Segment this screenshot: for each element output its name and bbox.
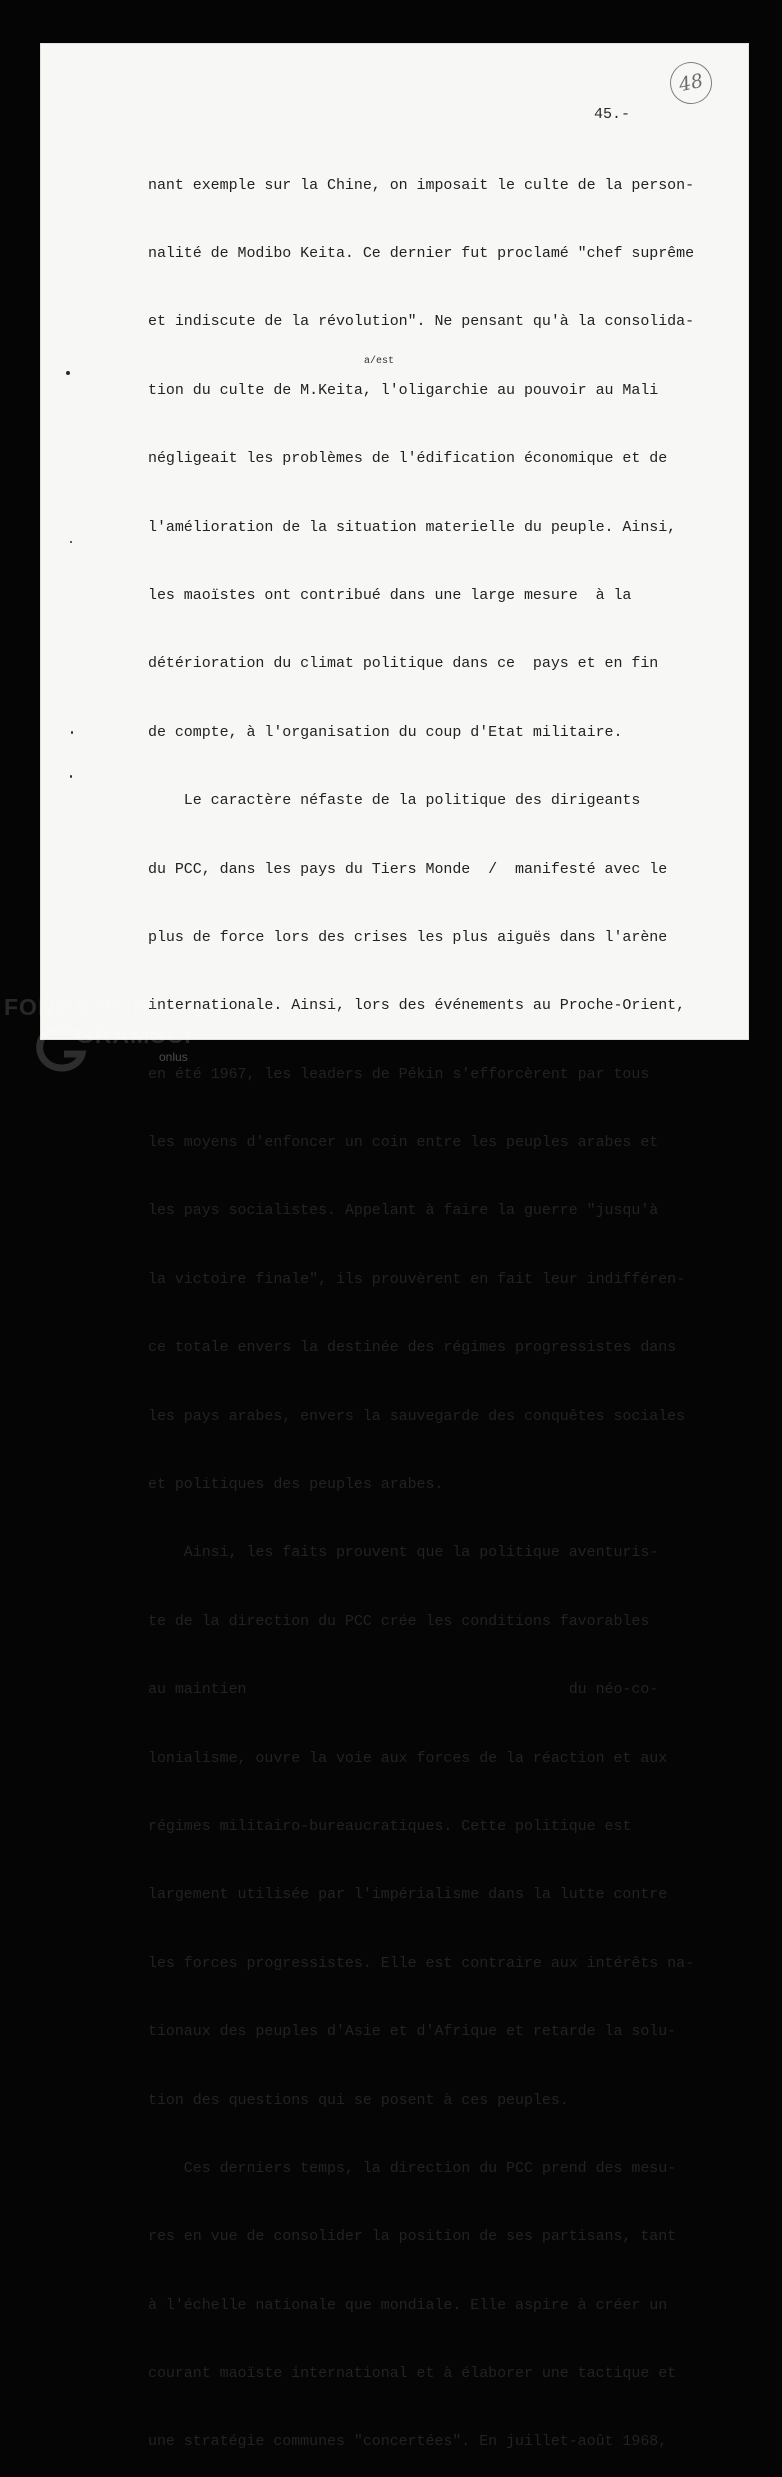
text-line: en été 1967, les leaders de Pékin s'efforcèrent par tous [148,1065,650,1083]
text-line: de compte, à l'organisation du coup d'Etat militaire. [148,723,623,741]
text-line: courant maoïste international et à élaborer une tactique et [148,2365,677,2383]
text-line: res en vue de consolider la position de ses partisans, tant [148,2228,677,2246]
text-line: régimes militairo-bureaucratiques. Cette politique est [148,1817,632,1835]
text-line: une stratégie communes "concertées". En juillet-août 1968, [148,2433,668,2451]
text-line: nalité de Modibo Keita. Ce dernier fut proclamé "chef suprême [148,244,695,262]
text-line: les maoïstes ont contribué dans une large mesure à la [148,586,632,604]
text-line: tion du culte de M.Keita, l'oligarchie au pouvoir au Mali [148,381,659,399]
text-line: ce totale envers la destinée des régimes progressistes dans [148,1339,677,1357]
typed-text-body [148,129,708,2477]
handwritten-insert: a/est [364,356,395,367]
margin-speck [66,371,70,375]
text-line: les forces progressistes. Elle est contraire aux intérêts na- [148,1954,695,1972]
page-number [594,106,630,123]
watermark-line2: GRAMSCI [76,1022,192,1048]
text-line: plus de force lors des crises les plus aiguës dans l'arène [148,928,668,946]
watermark-line1: FONDAZIONE [4,994,167,1020]
text-line: Le caractère néfaste de la politique des dirigeants [148,792,641,810]
text-line: les pays socialistes. Appelant à faire la guerre "jusqu'à [148,1202,659,1220]
text-line: négligeait les problèmes de l'édification économique et de [148,450,668,468]
text-line: les moyens d'enfoncer un coin entre les peuples arabes et [148,1134,659,1152]
text-line: et indiscute de la révolution". Ne pensant qu'à la consolida- [148,313,695,331]
text-line: du PCC, dans les pays du Tiers Monde / manifesté avec le [148,860,668,878]
margin-speck [70,541,72,543]
text-line: tion des questions qui se posent à ces peuples. [148,2091,569,2109]
text-line: internationale. Ainsi, lors des événements au Proche-Orient, [148,997,686,1015]
text-line: largement utilisée par l'impérialisme dans la lutte contre [148,1886,668,1904]
text-line: la victoire finale", ils prouvèrent en fait leur indifféren- [148,1270,686,1288]
page-number-text: 45.- [594,106,631,123]
text-line: Ainsi, les faits prouvent que la politique aventuris- [148,1544,659,1562]
watermark-line3: onlus [159,1050,188,1064]
text-line: détérioration du climat politique dans ce pays et en fin [148,655,659,673]
archive-number-stamp: 48 [666,58,716,108]
archive-watermark [4,994,204,1074]
text-line: et politiques des peuples arabes. [148,1476,444,1494]
text-line: nant exemple sur la Chine, on imposait le culte de la person- [148,176,695,194]
text-line: tionaux des peuples d'Asie et d'Afrique et retarde la solu- [148,2023,677,2041]
margin-speck [70,775,72,778]
text-line: à l'échelle nationale que mondiale. Elle aspire à créer un [148,2296,668,2314]
margin-speck [71,731,73,734]
text-line: les pays arabes, envers la sauvegarde des conquêtes sociales [148,1407,686,1425]
text-line: te de la direction du PCC crée les conditions favorables [148,1612,650,1630]
text-line: Ces derniers temps, la direction du PCC prend des mesu- [148,2159,677,2177]
text-line: lonialisme, ouvre la voie aux forces de la réaction et aux [148,1749,668,1767]
text-line: l'amélioration de la situation materielle du peuple. Ainsi, [148,518,677,536]
text-line: au maintien du néo-co- [148,1681,659,1699]
